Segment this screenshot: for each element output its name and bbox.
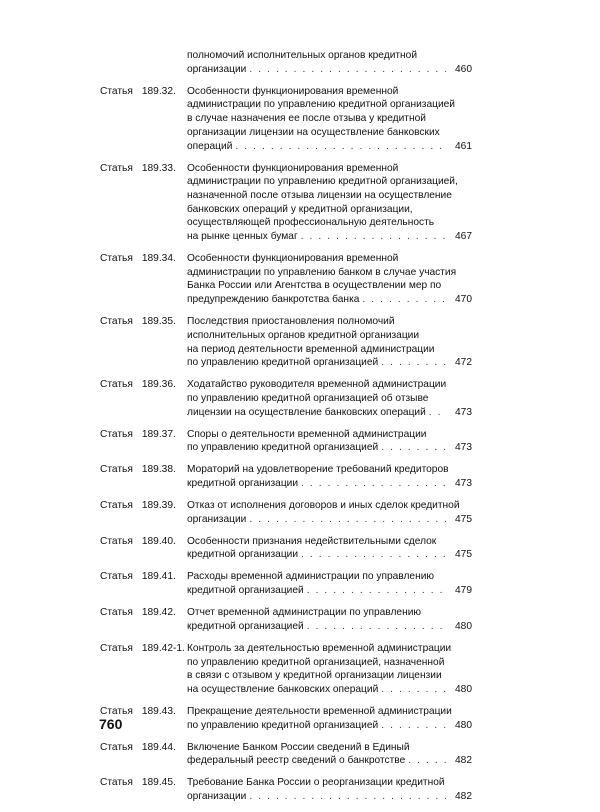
title-last-line (187, 293, 472, 307)
dot-leader (429, 406, 446, 420)
title-line: на рынке ценных бумаг (187, 231, 298, 243)
toc-page-number: 482 (455, 755, 472, 767)
title-line: Особенности функционирования временной (187, 85, 399, 97)
title-line: организации лицензии на осуществление банковских (187, 126, 440, 138)
title-last-line (187, 754, 472, 768)
dot-leader (249, 790, 446, 804)
title-line: лицензии на осуществление банковских операций (187, 406, 426, 418)
title-line: Банка России или Агентства в осуществлении мер по (187, 280, 442, 292)
article-label: Статья (100, 85, 133, 97)
dot-leader (381, 441, 446, 455)
toc-entry (100, 570, 472, 597)
article-title (187, 776, 472, 803)
article-label: Статья (100, 642, 133, 654)
toc-page-number: 480 (455, 683, 472, 695)
article-title (187, 49, 472, 76)
article-ref (100, 49, 187, 63)
article-number: 189.34. (141, 253, 176, 265)
title-line: администрации по управлению кредитной организацией, (187, 176, 458, 188)
title-line: кредитной организацией (187, 585, 304, 597)
toc-page-number: 460 (455, 63, 472, 75)
title-line: Отчет временной администрации по управлению (187, 607, 422, 619)
dot-leader (249, 513, 446, 527)
article-ref (100, 776, 187, 790)
article-number: 189.42-1. (141, 642, 185, 654)
toc-page-number: 475 (455, 513, 472, 525)
title-line: организации (187, 791, 247, 803)
title-line: организации (187, 63, 247, 75)
article-label: Статья (100, 162, 133, 174)
dot-leader (249, 63, 446, 77)
title-line: Ходатайство руководителя временной администрации (187, 379, 447, 391)
title-line: по управлению кредитной организацией (187, 442, 379, 454)
article-title (187, 606, 472, 633)
toc-entry (100, 162, 472, 244)
article-ref (100, 606, 187, 620)
toc-entry (100, 315, 472, 370)
article-ref (100, 642, 187, 656)
toc-entry (100, 741, 472, 768)
title-line: Контроль за деятельностью временной администрации (187, 642, 452, 654)
title-line: в связи с отзывом у кредитной организации лицензии (187, 670, 442, 682)
article-title (187, 162, 472, 244)
article-number: 189.41. (141, 571, 176, 583)
dot-leader (307, 620, 446, 634)
title-last-line (187, 584, 472, 598)
dot-leader (301, 477, 446, 491)
title-last-line (187, 683, 472, 697)
article-label: Статья (100, 379, 133, 391)
title-line: на осуществление банковских операций (187, 683, 379, 695)
toc-page-number: 482 (455, 791, 472, 803)
title-line: Расходы временной администрации по управлению (187, 571, 435, 583)
article-number: 189.45. (141, 777, 176, 789)
article-number: 189.37. (141, 428, 176, 440)
article-title (187, 315, 472, 370)
toc-entry (100, 705, 472, 732)
article-ref (100, 428, 187, 442)
article-number: 189.42. (141, 607, 176, 619)
article-number: 189.38. (141, 464, 176, 476)
article-number: 189.35. (141, 316, 176, 328)
article-label: Статья (100, 253, 133, 265)
toc-page-number: 473 (455, 442, 472, 454)
dot-leader (381, 356, 446, 370)
article-number: 189.36. (141, 379, 176, 391)
article-ref (100, 252, 187, 266)
title-line: на период деятельности временной администрации (187, 343, 435, 355)
title-line: исполнительных органов кредитной организации (187, 329, 420, 341)
article-title (187, 463, 472, 490)
title-last-line (187, 441, 472, 455)
article-title (187, 85, 472, 154)
dot-leader (362, 293, 446, 307)
article-title (187, 570, 472, 597)
article-number: 189.43. (141, 705, 176, 717)
toc-entry (100, 642, 472, 697)
dot-leader (301, 548, 446, 562)
toc-page-number: 473 (455, 406, 472, 418)
article-label: Статья (100, 607, 133, 619)
title-line: федеральный реестр сведений о банкротстве (187, 755, 406, 767)
article-label: Статья (100, 571, 133, 583)
dot-leader (408, 754, 446, 768)
toc-entry (100, 428, 472, 455)
title-line: Споры о деятельности временной администрации (187, 428, 427, 440)
article-title (187, 428, 472, 455)
title-line: в случае назначения ее после отзыва у кредитной (187, 113, 426, 125)
article-number: 189.33. (141, 162, 176, 174)
title-line: по управлению кредитной организацией об отзыве (187, 392, 429, 404)
title-last-line (187, 406, 472, 420)
toc-entry (100, 499, 472, 526)
article-label: Статья (100, 777, 133, 789)
title-line: операций (187, 140, 233, 152)
article-ref (100, 570, 187, 584)
article-ref (100, 85, 187, 99)
title-line: администрации по управлению банком в случае участия (187, 266, 457, 278)
article-label: Статья (100, 705, 133, 717)
article-title (187, 378, 472, 419)
toc-page-number: 480 (455, 620, 472, 632)
title-last-line (187, 63, 472, 77)
title-last-line (187, 513, 472, 527)
title-line: полномочий исполнительных органов кредитной (187, 50, 418, 61)
title-last-line (187, 356, 472, 370)
toc-page-number: 470 (455, 294, 472, 306)
title-line: организации (187, 513, 247, 525)
article-label: Статья (100, 428, 133, 440)
article-ref (100, 162, 187, 176)
article-number: 189.39. (141, 500, 176, 512)
title-line: по управлению кредитной организацией (187, 719, 379, 731)
title-line: назначенной после отзыва лицензии на осуществление (187, 189, 452, 201)
toc-entry (100, 463, 472, 490)
article-number: 189.32. (141, 85, 176, 97)
article-title (187, 535, 472, 562)
title-line: Мораторий на удовлетворение требований кредиторов (187, 464, 449, 476)
title-line: Требование Банка России о реорганизации кредитной (187, 777, 445, 789)
article-number: 189.44. (141, 741, 176, 753)
toc-entry (100, 252, 472, 307)
article-ref (100, 535, 187, 549)
title-last-line (187, 140, 472, 154)
dot-leader (307, 584, 446, 598)
title-last-line (187, 477, 472, 491)
toc-entry (100, 606, 472, 633)
dot-leader (381, 683, 446, 697)
title-last-line (187, 620, 472, 634)
article-title (187, 252, 472, 307)
article-title (187, 499, 472, 526)
title-line: Особенности признания недействительными сделок (187, 535, 437, 547)
title-line: кредитной организации (187, 478, 299, 490)
article-label: Статья (100, 316, 133, 328)
article-ref (100, 463, 187, 477)
title-line: осуществляющей профессиональную деятельность (187, 217, 435, 229)
article-ref (100, 499, 187, 513)
title-line: Последствия приостановления полномочий (187, 316, 395, 328)
title-line: по управлению кредитной организацией (187, 357, 379, 369)
title-line: кредитной организации (187, 549, 299, 561)
article-label: Статья (100, 500, 133, 512)
article-title (187, 642, 472, 697)
title-line: Особенности функционирования временной (187, 253, 399, 265)
toc-entry (100, 85, 472, 154)
toc-page-number: 467 (455, 231, 472, 243)
toc-entry (100, 378, 472, 419)
toc-entry (100, 49, 472, 76)
table-of-contents (100, 49, 472, 812)
article-label: Статья (100, 741, 133, 753)
title-last-line (187, 719, 472, 733)
title-line: кредитной организацией (187, 620, 304, 632)
title-line: по управлению кредитной организацией, назначенной (187, 656, 445, 668)
title-line: Прекращение деятельности временной администрации (187, 705, 452, 717)
title-line: администрации по управлению кредитной организацией (187, 99, 455, 111)
toc-entry (100, 776, 472, 803)
toc-entry (100, 535, 472, 562)
title-last-line (187, 548, 472, 562)
article-ref (100, 315, 187, 329)
toc-page-number: 461 (455, 140, 472, 152)
toc-page-number: 480 (455, 719, 472, 731)
title-line: предупреждению банкротства банка (187, 294, 360, 306)
page-number: 760 (99, 716, 123, 732)
article-title (187, 741, 472, 768)
toc-page-number: 479 (455, 585, 472, 597)
toc-page-number: 472 (455, 357, 472, 369)
dot-leader (381, 719, 446, 733)
toc-page-number: 475 (455, 549, 472, 561)
toc-page-number: 473 (455, 478, 472, 490)
article-label: Статья (100, 535, 133, 547)
dot-leader (301, 230, 446, 244)
title-last-line (187, 790, 472, 804)
article-label: Статья (100, 464, 133, 476)
dot-leader (235, 140, 446, 154)
title-last-line (187, 230, 472, 244)
title-line: Включение Банком России сведений в Единый (187, 741, 410, 753)
article-number: 189.40. (141, 535, 176, 547)
article-title (187, 705, 472, 732)
title-line: банковских операций у кредитной организации, (187, 203, 413, 215)
title-line: Особенности функционирования временной (187, 162, 399, 174)
article-ref (100, 741, 187, 755)
article-ref (100, 378, 187, 392)
title-line: Отказ от исполнения договоров и иных сделок кредитной (187, 500, 460, 512)
